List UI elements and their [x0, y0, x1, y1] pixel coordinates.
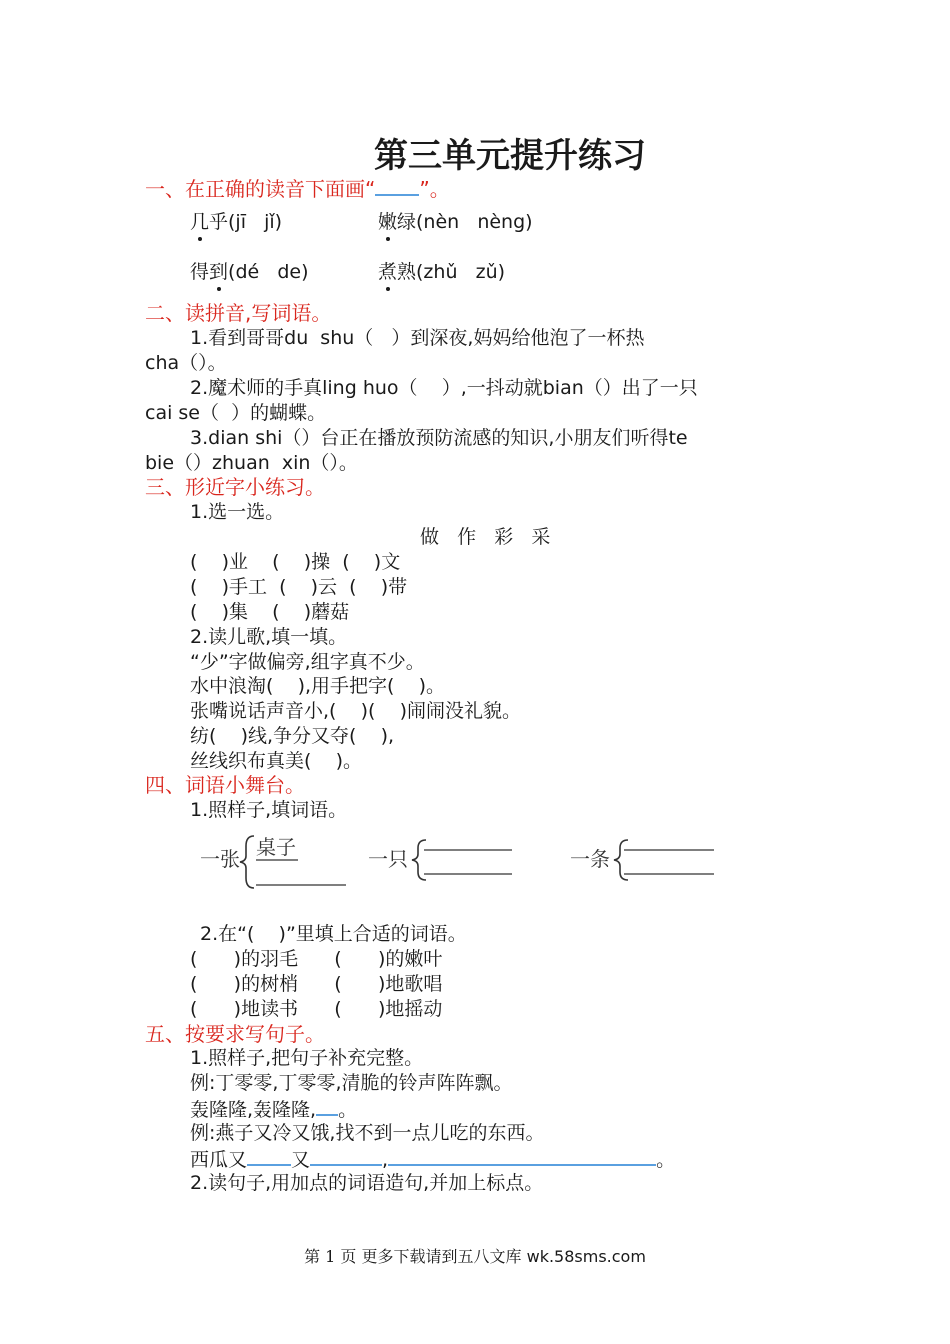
answer-blank	[316, 1096, 338, 1116]
sentence-question: 西瓜又 又 , 。	[190, 1146, 675, 1172]
fill-row: ( )业 ( )操 ( )文	[190, 551, 401, 573]
dotted-char: 几	[190, 211, 210, 233]
fill-row: ( )地读书 ( )地摇动	[190, 998, 443, 1020]
section-4-heading: 四、词语小舞台。	[145, 773, 305, 797]
poem-line: 张嘴说话声音小,( )( )闹闹没礼貌。	[190, 700, 522, 722]
dotted-char: 嫩	[378, 211, 398, 233]
section-2-heading: 二、读拼音,写词语。	[145, 301, 332, 325]
footer-site-link[interactable]: wk.58sms.com	[526, 1247, 646, 1266]
pinyin-item-1: 几乎(jī jǐ)	[190, 211, 283, 233]
measure-word-label-3: 一条	[570, 847, 610, 871]
answer-blank	[310, 1146, 382, 1166]
question-line: 1.看到哥哥du shu（ ）到深夜,妈妈给他泡了一杯热	[190, 327, 645, 349]
subquestion: 1.照样子,把句子补充完整。	[190, 1047, 424, 1069]
underline-blank	[375, 176, 419, 196]
poem-line: “少”字做偏旁,组字真不少。	[190, 651, 425, 673]
subquestion: 1.照样子,填词语。	[190, 799, 348, 821]
answer-blank	[247, 1146, 291, 1166]
subquestion: 1.选一选。	[190, 501, 285, 523]
measure-word-label-1: 一张	[200, 847, 240, 871]
brace-icon	[412, 840, 426, 880]
subquestion: 2.在“( )”里填上合适的词语。	[200, 923, 467, 945]
subquestion: 2.读句子,用加点的词语造句,并加上标点。	[190, 1172, 544, 1194]
example-sentence: 例:丁零零,丁零零,清脆的铃声阵阵飘。	[190, 1072, 513, 1094]
fill-row: ( )的树梢 ( )地歌唱	[190, 973, 443, 995]
answer-blank	[388, 1146, 656, 1166]
poem-line: 水中浪淘( ),用手把字( )。	[190, 675, 446, 697]
dotted-char: 到	[209, 261, 229, 283]
sentence-question: 轰隆隆,轰隆隆, 。	[190, 1096, 357, 1122]
measure-word-diagram	[190, 828, 730, 894]
fill-row: ( )手工 ( )云 ( )带	[190, 576, 408, 598]
section-1-heading: 一、在正确的读音下面画“ ”。	[145, 177, 450, 201]
poem-line: 纺( )线,争分又夺( ),	[190, 725, 395, 747]
page-footer: 第 1 页 更多下载请到五八文库 wk.58sms.com	[304, 1247, 646, 1266]
dotted-char: 煮	[378, 261, 398, 283]
question-line: 3.dian shi（）台正在播放预防流感的知识,小朋友们听得te	[190, 427, 688, 449]
fill-row: ( )的羽毛 ( )的嫩叶	[190, 948, 443, 970]
example-word: 桌子	[256, 835, 296, 859]
section-5-heading: 五、按要求写句子。	[145, 1022, 325, 1046]
question-line: cai se（ ）的蝴蝶。	[145, 402, 327, 424]
choice-chars: 做 作 彩 采	[420, 526, 551, 548]
section-3-heading: 三、形近字小练习。	[145, 475, 325, 499]
question-line: 2.魔术师的手真ling huo（ ）,一抖动就bian（）出了一只	[190, 377, 698, 399]
page-title: 第三单元提升练习	[374, 136, 646, 176]
subquestion: 2.读儿歌,填一填。	[190, 626, 348, 648]
question-line: bie（）zhuan xin（）。	[145, 452, 358, 474]
example-sentence: 例:燕子又冷又饿,找不到一点儿吃的东西。	[190, 1122, 545, 1144]
pinyin-item-3: 得到(dé de)	[190, 261, 309, 283]
pinyin-item-4: 煮熟(zhǔ zǔ)	[378, 261, 506, 283]
fill-row: ( )集 ( )蘑菇	[190, 601, 350, 623]
measure-word-label-2: 一只	[368, 847, 408, 871]
question-line: cha（）。	[145, 352, 227, 374]
poem-line: 丝线织布真美( )。	[190, 750, 362, 772]
pinyin-item-2: 嫩绿(nèn nèng)	[378, 211, 533, 233]
brace-icon	[240, 836, 254, 888]
